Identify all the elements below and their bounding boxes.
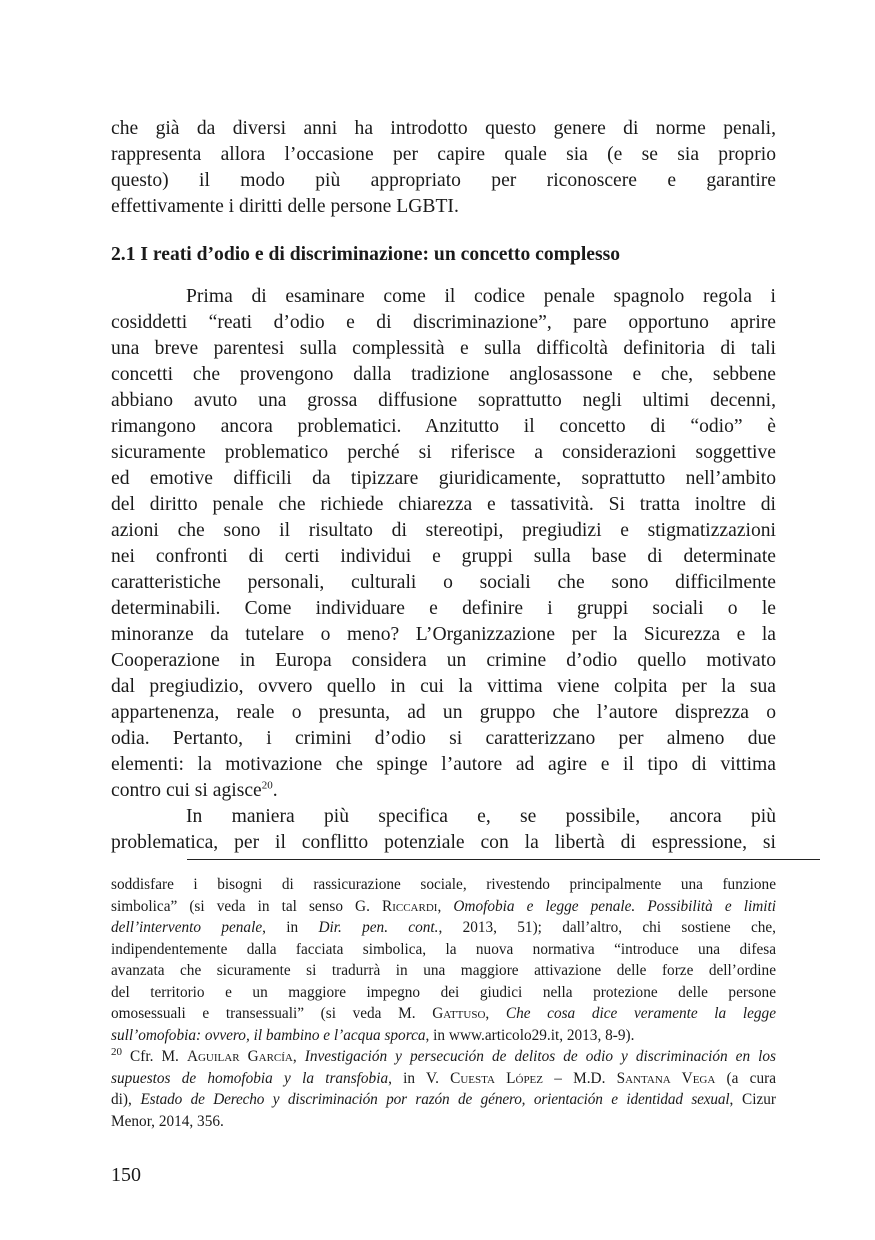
body-line: abbiano avuto una grossa diffusione soprattutto negli ultimi decenni, — [111, 390, 776, 411]
footnote-line — [111, 1003, 776, 1025]
body-line: In maniera più specifica e, se possibile, ancora più — [186, 806, 776, 827]
footnote-number: 20 — [111, 1045, 122, 1058]
footnote-20-line — [111, 1089, 776, 1111]
footnote-separator — [187, 859, 820, 860]
footnote-text: di), — [111, 1091, 141, 1108]
body-line: determinabili. Come individuare e definire i gruppi sociali o le — [111, 598, 776, 619]
footnote-text: , — [485, 1005, 506, 1022]
body-line: cosiddetti “reati d’odio e di discriminazione”, pare opportuno aprire — [111, 312, 776, 333]
body-line: rimangono ancora problematici. Anzitutto il concetto di “odio” è — [111, 416, 776, 437]
footnote-text: , in V. — [388, 1069, 451, 1087]
body-line: rappresenta allora l’occasione per capire quale sia (e se sia proprio — [111, 144, 776, 165]
body-line: Cooperazione in Europa considera un crimine d’odio quello motivato — [111, 650, 776, 671]
footnote-text: (a cura — [715, 1069, 776, 1087]
author-name: Aguilar García — [186, 1048, 293, 1065]
body-line: concetti che provengono dalla tradizione anglosassone e che, sebbene — [111, 364, 776, 385]
body-line: una breve parentesi sulla complessità e sulla difficoltà definitoria di tali — [111, 338, 776, 359]
body-line: ed emotive difficili da tipizzare giuridicamente, soprattutto nell’ambito — [111, 468, 776, 489]
footnote-text: , in — [262, 919, 319, 936]
body-line: del diritto penale che richiede chiarezza e tassatività. Si tratta inoltre di — [111, 494, 776, 515]
body-line: questo) il modo più appropriato per riconoscere e garantire — [111, 170, 776, 191]
page-number: 150 — [111, 1164, 141, 1186]
footnote-text: , — [437, 897, 454, 915]
author-name: Gattuso — [432, 1005, 486, 1022]
footnote-20-line — [111, 1046, 776, 1068]
footnote-line — [111, 1025, 776, 1047]
footnote-line: indipendentemente dalla facciata simbolica, la nuova normativa “introduce una difesa — [111, 940, 776, 958]
cited-title: Che cosa dice veramente la legge — [505, 1005, 776, 1022]
footnote-line — [111, 896, 776, 918]
footnote-20-line: Menor, 2014, 356. — [111, 1112, 224, 1130]
cited-title: Investigación y persecución de delitos de odio y discriminación en los — [304, 1048, 776, 1065]
cited-title: supuestos de homofobia y la transfobia — [111, 1069, 389, 1087]
body-line: effettivamente i diritti delle persone LGBTI. — [111, 196, 459, 217]
cited-title: sull’omofobia: ovvero, il bambino e l’acqua sporca — [111, 1026, 426, 1044]
author-name: Santana Vega — [616, 1069, 716, 1087]
footnote-text: , 2013, 51); dall’altro, chi sostiene che, — [438, 919, 776, 936]
footnote-text: omosessuali e transessuali” (si veda M. — [111, 1005, 433, 1022]
footnote-text: , — [292, 1048, 305, 1065]
cited-title: Estado de Derecho y discriminación por razón de género, orientación e identidad sexual — [140, 1091, 730, 1108]
footnote-text: , in www.articolo29.it, 2013, 8-9). — [425, 1026, 635, 1044]
body-line: che già da diversi anni ha introdotto questo genere di norme penali, — [111, 118, 776, 139]
cited-title: dell’intervento penale — [111, 919, 263, 936]
body-line: nei confronti di certi individui e gruppi sulla base di determinate — [111, 546, 776, 567]
author-name: Riccardi — [382, 897, 438, 915]
body-line: problematica, per il conflitto potenziale con la libertà di espressione, si — [111, 832, 776, 853]
body-text: . — [272, 780, 278, 801]
cited-title: Omofobia e legge penale. Possibilità e limiti — [453, 897, 777, 915]
body-line: appartenenza, reale o presunta, ad un gruppo che l’autore disprezza o — [111, 702, 776, 723]
footnote-line: soddisfare i bisogni di rassicurazione sociale, rivestendo principalmente una funzione — [111, 876, 776, 893]
footnote-20-line — [111, 1068, 776, 1090]
footnote-text: simbolica” (si veda in tal senso G. — [111, 897, 382, 915]
body-line: caratteristiche personali, culturali o sociali che sono difficilmente — [111, 572, 776, 593]
footnote-text: – M.D. — [543, 1069, 617, 1087]
section-heading: 2.1 I reati d’odio e di discriminazione: un concetto complesso — [111, 244, 621, 265]
footnote-line: del territorio e un maggiore impegno dei giudici nella protezione delle persone — [111, 983, 776, 1001]
footnote-line — [111, 917, 776, 939]
body-line: odia. Pertanto, i crimini d’odio si caratterizzano per almeno due — [111, 728, 776, 749]
author-name: Cuesta López — [450, 1069, 543, 1087]
body-text: contro cui si agisce — [111, 780, 262, 801]
footnote-reference[interactable]: 20 — [261, 779, 273, 792]
body-line: azioni che sono il risultato di stereotipi, pregiudizi e stigmatizzazioni — [111, 520, 776, 541]
body-line: Prima di esaminare come il codice penale spagnolo regola i — [186, 286, 776, 307]
body-line: elementi: la motivazione che spinge l’autore ad agire e il tipo di vittima — [111, 754, 776, 775]
body-line: minoranze da tutelare o meno? L’Organizzazione per la Sicurezza e la — [111, 624, 776, 645]
footnote-line: avanzata che sicuramente si tradurrà in una maggiore attivazione delle forze dell’ordine — [111, 962, 776, 979]
body-line: sicuramente problematico perché si riferisce a considerazioni soggettive — [111, 442, 776, 463]
footnote-text: , Cizur — [729, 1091, 776, 1108]
footnote-text: Cfr. M. — [122, 1048, 187, 1065]
journal-name: Dir. pen. cont. — [318, 919, 439, 936]
body-line: dal pregiudizio, ovvero quello in cui la vittima viene colpita per la sua — [111, 676, 776, 697]
body-line — [111, 778, 776, 804]
